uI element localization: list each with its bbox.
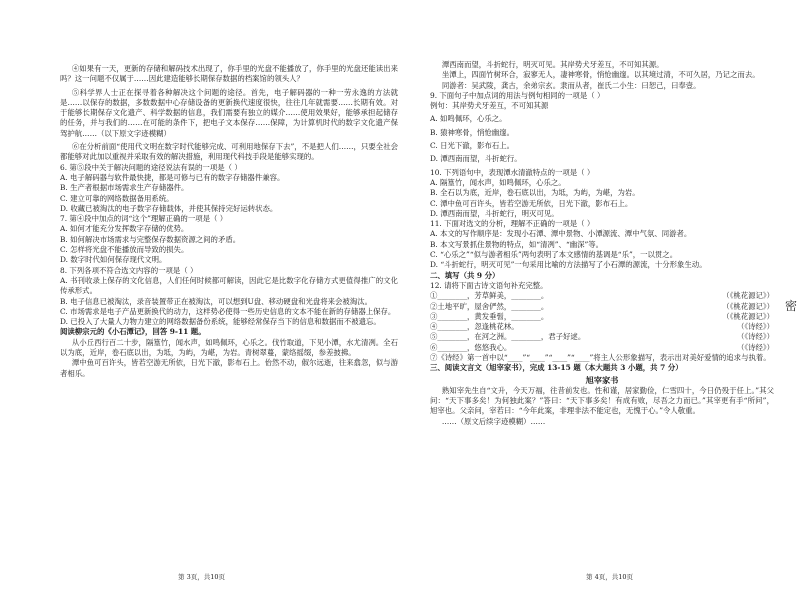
passage-text: 从小丘西行百二十步，隔篁竹，闻水声，如鸣佩环，心乐之。伐竹取道，下见小潭，水尤清冽。全石以为底，近岸，卷石底以出，为坻，为屿，为嵁，为岩。青树翠蔓，蒙络摇缀，参差披拂。 — [60, 337, 398, 358]
q9-option-a: A. 如鸣佩环，心乐之。 — [430, 114, 507, 124]
fill-row-source: （《诗经》） — [737, 322, 774, 332]
passage-continued-2: 坐潭上，四面竹树环合，寂寥无人，凄神寒骨，悄怆幽邃。以其境过清，不可久居，乃记之而去。 — [441, 70, 760, 80]
passage-continued-3: 同游者：吴武陵，龚古，余弟宗玄。隶而从者，崔氏二小生：曰恕己，曰奉壹。 — [441, 80, 701, 90]
question-11: 11. 下面对选文的分析，理解不正确的一项是（ ） — [430, 219, 595, 229]
letter-text: 熟知宰先生自“文升，今天万福，往昔前发也。性和谨，居家勤俭，仁雪四十，今日仍殁于任上。”其父问：“天下事多矣！为何独此案？”答曰：“天下事多矣！有成有败，尽吾之力而已。”其宰更有手“所问”，旭宰也。父亲问，宰若曰：“今年此案，非理非法不能定也，无愧于心。”令人敬重。 — [430, 385, 774, 416]
fill-row — [430, 291, 774, 301]
fill-row-text: ③________，黄发垂髫，________。 — [430, 311, 549, 321]
q12-item-7: ⑦《诗经》第一首中以“____”“____”“____”“____”将主人公形象描写，表示出对美好爱情的追求与执着。 — [430, 353, 771, 363]
q10-option-d: D. 潭西南而望，斗折蛇行，明灭可见。 — [430, 208, 559, 218]
question-6: 6. 第⑤段中关于解决问题的途径说法有误的一项是（ ） — [60, 162, 242, 172]
q6-option-d: D. 收藏已被淘汰的电子数字存储载体，并使其保持完好运转状态。 — [60, 203, 278, 213]
q8-option-d: D. 已投入了大量人力物力建立的网络数据备份系统，能够经常保存当下的信息和数据而不被遗忘。 — [60, 317, 381, 327]
q7-option-d: D. 数字时代如何保存现代文明。 — [60, 255, 167, 265]
q7-option-b: B. 如何解决市场需求与完整保存数据资源之间的矛盾。 — [60, 234, 241, 244]
q9-option-b: B. 猿神寒骨，悄怆幽邃。 — [430, 127, 515, 137]
fill-row-source: （《诗经》） — [737, 342, 774, 352]
right-page — [408, 0, 794, 593]
q10-option-a: A. 隔篁竹，闻水声，如鸣佩环，心乐之。 — [430, 177, 566, 187]
q10-option-b: B. 全石以为底，近岸，卷石底以出，为坻，为屿，为嵁，为岩。 — [430, 188, 640, 198]
page-footer: 第 3页，共10页 — [178, 573, 225, 581]
passage-text-2: 潭中鱼可百许头，皆若空游无所依，日光下澈，影布石上。佁然不动，俶尔远逝，往来翕忽，似与游者相乐。 — [60, 358, 398, 378]
q11-option-a: A. 本文的写作顺序是：发现小石潭、潭中景物、小潭源流、潭中气氛、同游者。 — [430, 229, 692, 239]
fill-row — [430, 343, 774, 353]
q8-option-c: C. 市场需求是电子产品更新换代的动力，这样势必使得一些历史信息的文本不能在新的存储器上保存。 — [60, 306, 396, 316]
fill-row — [430, 302, 774, 312]
question-9: 9. 下面句子中加点词的用法与例句相同的一项是（ ） — [430, 90, 605, 100]
q11-option-b: B. 本文写景抓住景物的特点，如“清冽”、“幽深”等。 — [430, 239, 604, 249]
section-3-heading: 三、阅读文言文（旭宰家书），完成 13-15 题（本大题共 3 小题，共 7 分） — [430, 363, 683, 373]
fill-row-text: ⑤________，在河之洲。________，君子好逑。 — [430, 332, 586, 342]
fill-row-source: （《桃花源记》） — [722, 301, 774, 311]
question-12: 12. 请将下面古诗文语句补充完整。 — [430, 280, 548, 290]
fill-row-source: （《桃花源记》） — [722, 291, 774, 301]
q10-option-c: C. 潭中鱼可百许头，皆若空游无所依，日光下澈，影布石上。 — [430, 198, 633, 208]
fill-row-text: ①________，芳草鲜美，________。 — [430, 291, 549, 301]
section-2-heading: 二、填写（共 9 分） — [430, 270, 500, 280]
q11-option-d: D. “斗折蛇行，明灭可见”一句采用比喻的方法描写了小石潭的源流，十分形象生动。 — [430, 260, 707, 270]
binding-margin-mark: 密 — [785, 299, 797, 313]
page-footer: 第 4页，共10页 — [586, 573, 633, 581]
fill-row — [430, 332, 774, 342]
fill-row-text: ④________，忽逢桃花林。 — [430, 322, 519, 332]
question-8: 8. 下列各项不符合选文内容的一项是（ ） — [60, 265, 198, 275]
q9-option-d: D. 潭西南而望，斗折蛇行。 — [430, 154, 522, 164]
fill-row — [430, 322, 774, 332]
q6-option-a: A. 电子解码器与软件最快捷，都是可修与已有的数字存储器件兼容。 — [60, 172, 285, 182]
question-10: 10. 下列语句中，表现潭水清澈特点的一项是（ ） — [430, 167, 595, 177]
q8-option-a: A. 书刊收录上保存的文化信息，人们任何时候都可解读，因此它是比数字化存储方式更值得推广的文化传承形式。 — [60, 275, 398, 296]
fill-row-source: （《诗经》） — [737, 332, 774, 342]
q7-option-a: A. 如何才能充分发挥数字存储的优势。 — [60, 224, 189, 234]
q9-example: 例句：其岸势犬牙差互，不可知其源 — [430, 101, 549, 111]
passage-title: 旭宰家书 — [585, 374, 619, 385]
q9-option-c: C. 日光下澈，影布石上。 — [430, 141, 514, 151]
q6-option-b: B. 生产者根据市场需求生产存储器件。 — [60, 183, 189, 193]
q7-option-c: C. 怎样将光盘不能播放而导致的损失。 — [60, 245, 189, 255]
fill-row-source: （《桃花源记》） — [722, 311, 774, 321]
question-7: 7. 第④段中加点的词“这个”理解正确的一项是（ ） — [60, 214, 228, 224]
q8-option-b: B. 电子信息已被淘汰，录音装置带正在被淘汰，可以想到U盘、移动硬盘和光盘将来会被淘汰。 — [60, 296, 372, 306]
fill-row-text: ⑥________，悠悠我心。 — [430, 342, 512, 352]
q6-option-c: C. 建立可靠的网络数据备用系统。 — [60, 193, 174, 203]
letter-text-2: ……（原文后续字迹模糊）…… — [441, 416, 546, 426]
fill-row-text: ②土地平旷，屋舍俨然，________。 — [430, 301, 549, 311]
fill-row — [430, 312, 774, 322]
q11-option-c: C. “心乐之”“似与游者相乐”两句表明了本文感情的基调是“乐”，一以贯之。 — [430, 250, 678, 260]
paragraph-5: ⑤科学界人士正在探寻着各种解决这个问题的途径。首先，电子解码器的一种一劳永逸的方法就是……以保存的数据，多数数据中心存储设备的更新换代速度很快，往往几年就需要……长期有效。对于能够长期保存文化遗产、科学数据的信息，我们需要有独立的媒介……使用效果好，能够承担起储存的任务，并与我们的……在可能的条件下，把电子文本保存……保障，为计算机时代的数字文化遗产保驾护航……（以下原文字迹模糊） — [60, 87, 398, 138]
paragraph-6: ⑥在分析前面“使用代文明在数字时代能够完成、可利用地保存下去”，不是把人们……，只要全社会都能够对此加以重视并采取有效的解决措施，利用现代科技手段是能够实现的。 — [60, 142, 398, 162]
passage-continued: 潭西南而望，斗折蛇行，明灭可见。其岸势犬牙差互，不可知其源。 — [441, 60, 664, 69]
q4-text: ④如果有一天，更新的存储和解码技术出现了，你手里的光盘不能播放了，你手里的光盘还能读出来吗？这一问题不仅属于……因此建造能够长期保存数据的档案馆的领头人？ — [60, 64, 398, 84]
reading-intro: 阅读柳宗元的《小石潭记》，回答 9-11 题。 — [60, 327, 206, 337]
